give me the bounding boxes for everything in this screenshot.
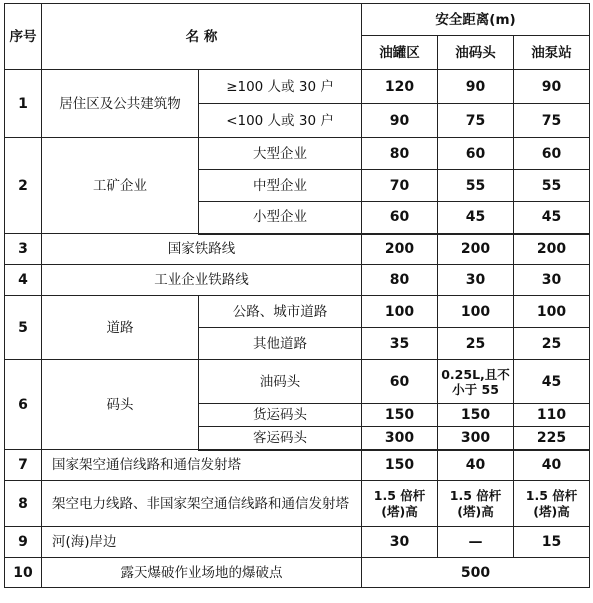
table-row (5, 70, 590, 104)
row-name: 国家铁路线 (42, 234, 362, 265)
cell-pump: 15 (514, 527, 590, 558)
cell-tank: 80 (362, 138, 438, 170)
header-oil-dock: 油码头 (438, 36, 514, 70)
row-seq: 9 (5, 527, 42, 558)
row-seq: 5 (5, 296, 42, 360)
row-seq: 4 (5, 265, 42, 296)
table-row (5, 138, 590, 170)
cell-pump: 45 (514, 360, 590, 404)
cell-dock: 30 (438, 265, 514, 296)
cell-pump: 110 (514, 404, 590, 427)
cell-pump: 225 (514, 427, 590, 450)
cell-tank: 120 (362, 70, 438, 104)
cell-dock: 100 (438, 296, 514, 328)
cell-pump: 40 (514, 450, 590, 481)
table-row (5, 360, 590, 404)
cell-tank: 35 (362, 328, 438, 360)
cell-dock: 55 (438, 170, 514, 202)
cell-dock: 1.5 倍杆(塔)高 (438, 481, 514, 527)
cell-pump: 1.5 倍杆(塔)高 (514, 481, 590, 527)
header-name: 名 称 (42, 4, 362, 70)
cell-pump: 100 (514, 296, 590, 328)
row-seq: 8 (5, 481, 42, 527)
cell-pump: 200 (514, 234, 590, 265)
table-row (5, 234, 590, 265)
cell-dock: 45 (438, 202, 514, 234)
cell-dock: 300 (438, 427, 514, 450)
row-name: 架空电力线路、非国家架空通信线路和通信发射塔 (42, 481, 362, 527)
cell-tank: 60 (362, 360, 438, 404)
row-subname: 公路、城市道路 (199, 296, 362, 328)
row-seq: 10 (5, 558, 42, 588)
row-subname: 油码头 (199, 360, 362, 404)
header-tank-area: 油罐区 (362, 36, 438, 70)
table-row (5, 527, 590, 558)
row-name: 居住区及公共建筑物 (42, 70, 199, 138)
cell-dock: 200 (438, 234, 514, 265)
table-row (5, 296, 590, 328)
header-seq: 序号 (5, 4, 42, 70)
cell-dock: 25 (438, 328, 514, 360)
cell-dock: — (438, 527, 514, 558)
cell-dock: 60 (438, 138, 514, 170)
cell-dock: 150 (438, 404, 514, 427)
cell-dock: 90 (438, 70, 514, 104)
table-row (5, 481, 590, 527)
cell-dock: 40 (438, 450, 514, 481)
row-subname: 客运码头 (199, 427, 362, 450)
header-safety-distance: 安全距离(m) (362, 4, 590, 36)
row-name: 河(海)岸边 (42, 527, 362, 558)
row-subname: 其他道路 (199, 328, 362, 360)
cell-tank: 70 (362, 170, 438, 202)
cell-tank: 150 (362, 404, 438, 427)
row-subname: ≥100 人或 30 户 (199, 70, 362, 104)
row-subname: 中型企业 (199, 170, 362, 202)
table-row (5, 265, 590, 296)
cell-tank: 90 (362, 104, 438, 138)
cell-dock: 0.25L,且不小于 55 (438, 360, 514, 404)
cell-tank: 100 (362, 296, 438, 328)
safety-distance-table-container (4, 3, 589, 588)
row-seq: 7 (5, 450, 42, 481)
row-name: 工矿企业 (42, 138, 199, 234)
table-row (5, 558, 590, 588)
cell-dock: 75 (438, 104, 514, 138)
cell-pump: 55 (514, 170, 590, 202)
row-seq: 6 (5, 360, 42, 450)
table-row (5, 450, 590, 481)
cell-tank: 300 (362, 427, 438, 450)
cell-tank: 30 (362, 527, 438, 558)
row-name: 道路 (42, 296, 199, 360)
cell-pump: 60 (514, 138, 590, 170)
cell-pump: 30 (514, 265, 590, 296)
cell-tank: 200 (362, 234, 438, 265)
cell-pump: 45 (514, 202, 590, 234)
header-pump-station: 油泵站 (514, 36, 590, 70)
row-name: 码头 (42, 360, 199, 450)
row-name: 工业企业铁路线 (42, 265, 362, 296)
cell-merged-value: 500 (362, 558, 590, 588)
cell-pump: 90 (514, 70, 590, 104)
row-name: 露天爆破作业场地的爆破点 (42, 558, 362, 588)
row-seq: 3 (5, 234, 42, 265)
row-subname: <100 人或 30 户 (199, 104, 362, 138)
cell-pump: 25 (514, 328, 590, 360)
row-subname: 货运码头 (199, 404, 362, 427)
cell-pump: 75 (514, 104, 590, 138)
cell-tank: 60 (362, 202, 438, 234)
cell-tank: 1.5 倍杆(塔)高 (362, 481, 438, 527)
cell-tank: 150 (362, 450, 438, 481)
row-seq: 2 (5, 138, 42, 234)
row-subname: 大型企业 (199, 138, 362, 170)
row-seq: 1 (5, 70, 42, 138)
row-name: 国家架空通信线路和通信发射塔 (42, 450, 362, 481)
safety-distance-table (4, 3, 590, 588)
row-subname: 小型企业 (199, 202, 362, 234)
cell-tank: 80 (362, 265, 438, 296)
